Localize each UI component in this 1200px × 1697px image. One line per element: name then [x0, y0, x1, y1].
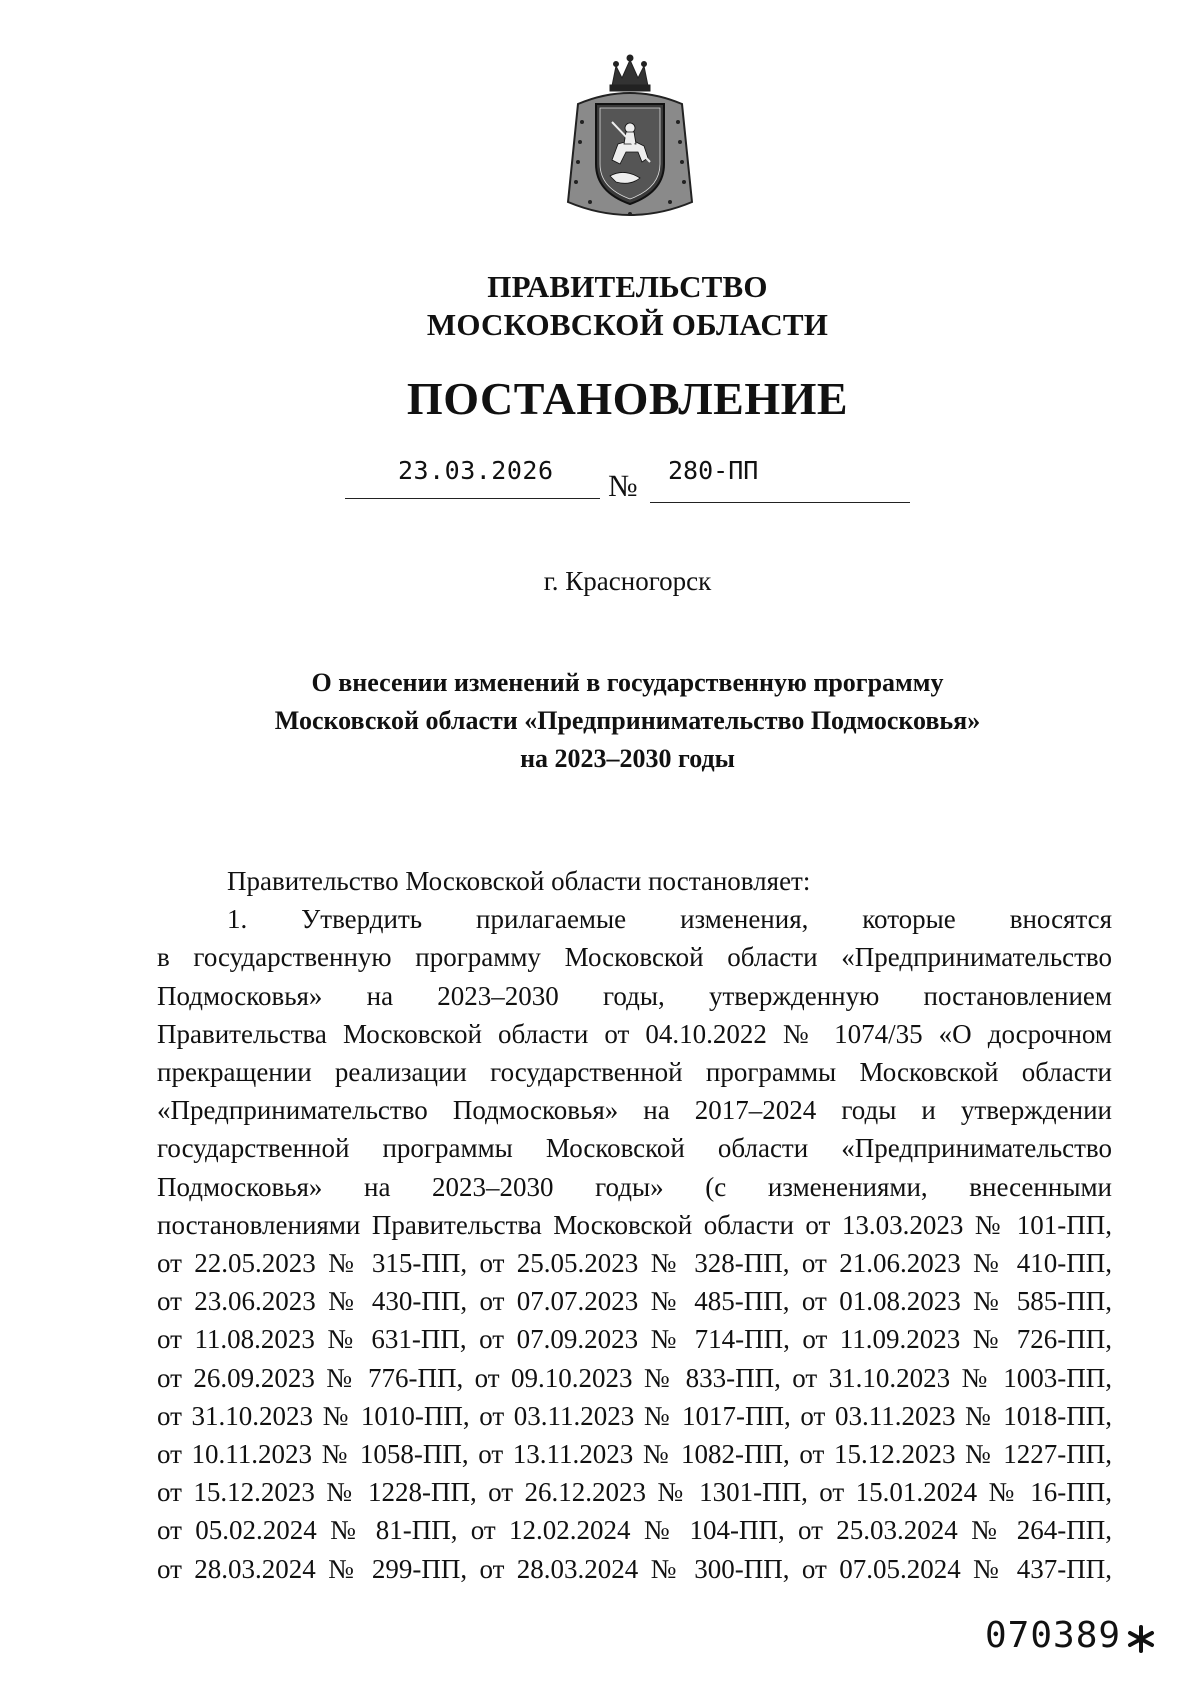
document-type: ПОСТАНОВЛЕНИЕ — [406, 373, 849, 424]
title-line-2: Московской области «Предпринимательство Подмосковья» — [274, 706, 981, 735]
document-date: 23.03.2026 — [398, 456, 554, 485]
body-line: 1. Утвердить прилагаемые изменения, которые вносятся — [227, 904, 1112, 935]
serial-number: 070389 — [985, 1615, 1122, 1656]
title-line-1: О внесении изменений в государственную программу — [311, 668, 944, 697]
body-line: от 26.09.2023 № 776-ПП, от 09.10.2023 № 833-ПП, от 31.10.2023 № 1003-ПП, — [157, 1362, 1112, 1393]
coat-of-arms-icon — [560, 52, 700, 226]
organization-name — [0, 268, 1200, 344]
number-sign: № — [608, 468, 638, 503]
body-line: Правительство Московской области постановляет: — [227, 866, 811, 896]
body-line: прекращении реализации государственной программы Московской области — [157, 1057, 1112, 1088]
title-line-3: на 2023–2030 годы — [520, 744, 735, 773]
body-line: от 10.11.2023 № 1058-ПП, от 13.11.2023 № 1082-ПП, от 15.12.2023 № 1227-ПП, — [157, 1439, 1112, 1470]
body-line: от 11.08.2023 № 631-ПП, от 07.09.2023 № 714-ПП, от 11.09.2023 № 726-ПП, — [157, 1324, 1112, 1355]
date-underline — [345, 498, 600, 499]
organization-line-2: МОСКОВСКОЙ ОБЛАСТИ — [426, 307, 829, 342]
body-line: постановлениями Правительства Московской области от 13.03.2023 № 101-ПП, — [157, 1209, 1112, 1240]
body-line: Подмосковья» на 2023–2030 годы» (с изменениями, внесенными — [157, 1171, 1112, 1202]
document-title — [0, 664, 1200, 778]
body-line: государственной программы Московской области «Предпринимательство — [157, 1133, 1112, 1164]
number-underline — [650, 502, 910, 503]
body-line: от 15.12.2023 № 1228-ПП, от 26.12.2023 № 1301-ПП, от 15.01.2024 № 16-ПП, — [157, 1477, 1112, 1508]
body-line: «Предпринимательство Подмосковья» на 2017–2024 годы и утверждении — [157, 1095, 1112, 1126]
body-line: Правительства Московской области от 04.10.2022 № 1074/35 «О досрочном — [157, 1018, 1112, 1049]
body-line: от 05.02.2024 № 81-ПП, от 12.02.2024 № 104-ПП, от 25.03.2024 № 264-ПП, — [157, 1515, 1112, 1546]
organization-line-1: ПРАВИТЕЛЬСТВО — [487, 269, 768, 304]
document-body — [157, 862, 1112, 1588]
city: г. Красногорск — [543, 566, 712, 596]
body-line: от 28.03.2024 № 299-ПП, от 28.03.2024 № 300-ПП, от 07.05.2024 № 437-ПП, — [157, 1553, 1112, 1584]
body-line: от 23.06.2023 № 430-ПП, от 07.07.2023 № 485-ПП, от 01.08.2023 № 585-ПП, — [157, 1286, 1112, 1317]
body-line: в государственную программу Московской области «Предпринимательство — [157, 942, 1112, 973]
body-line: от 31.10.2023 № 1010-ПП, от 03.11.2023 № 1017-ПП, от 03.11.2023 № 1018-ПП, — [157, 1400, 1112, 1431]
body-line: Подмосковья» на 2023–2030 годы, утвержденную постановлением — [157, 980, 1112, 1011]
asterisk-icon — [1126, 1624, 1156, 1654]
body-line: от 22.05.2023 № 315-ПП, от 25.05.2023 № 328-ПП, от 21.06.2023 № 410-ПП, — [157, 1248, 1112, 1279]
document-number: 280-ПП — [668, 456, 759, 485]
